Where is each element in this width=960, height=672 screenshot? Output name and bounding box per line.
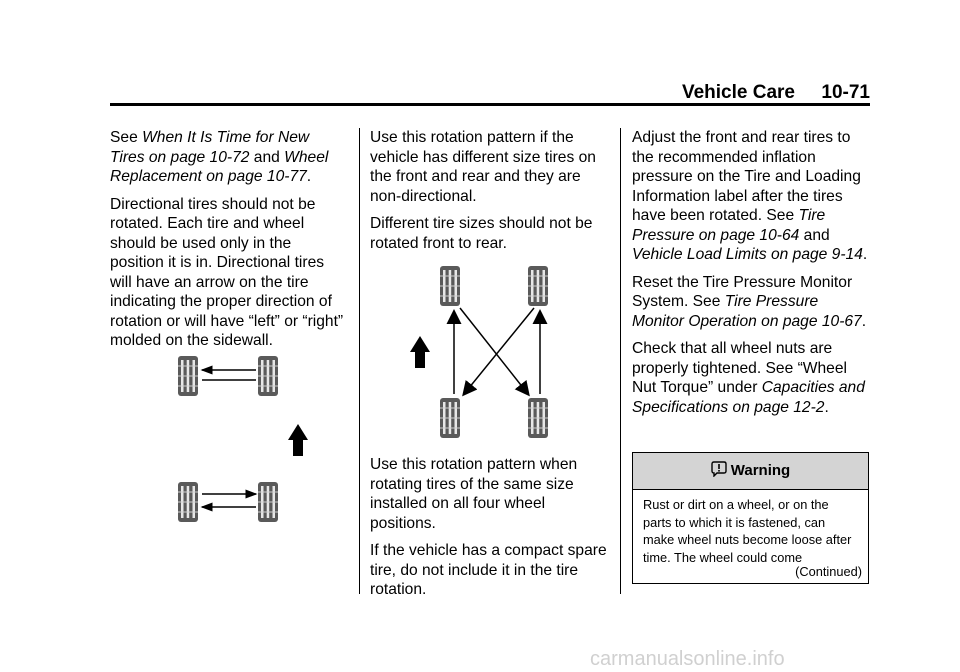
column-1 (110, 128, 348, 359)
paragraph-see-tires: See When It Is Time for New Tires on page 10-72 and Wheel Replacement on page 10-77. (110, 129, 329, 185)
paragraph-directional-tires: Directional tires should not be rotated. Each tire and wheel should be used only in the position it is in. Directional tires will have an arrow on the tire indicating the proper direction of rotation or will have “left” or “right” molded on the sidewall. (110, 195, 344, 349)
column-divider-2 (620, 128, 621, 594)
cross-rotation-diagram (402, 260, 562, 444)
tire-icon (258, 482, 278, 522)
tire-icon (258, 356, 278, 396)
link-new-tires[interactable]: When It Is Time for New Tires on page 10-72 (110, 129, 310, 166)
direction-arrow-icon (288, 424, 308, 456)
warning-box (632, 452, 869, 584)
paragraph-front-rear: Different tire sizes should not be rotated front to rear. (370, 215, 593, 252)
link-tire-pressure[interactable]: Tire Pressure on page 10-64 (632, 207, 826, 244)
paragraph-same-size: Use this rotation pattern when rotating tires of the same size installed on all four wheel positions. (370, 456, 578, 532)
link-vehicle-load-limits[interactable]: Vehicle Load Limits on page 9-14 (632, 246, 863, 263)
paragraph-wheel-nuts: Check that all wheel nuts are properly tightened. See “Wheel Nut Torque” under Capacities and Specifications on page 12-2. (632, 340, 865, 416)
warning-title: Warning (730, 462, 791, 479)
link-tpms-operation[interactable]: Tire Pressure Monitor Operation on page 10-67 (632, 293, 862, 330)
tire-icon (440, 398, 460, 438)
warning-header (633, 453, 868, 490)
link-wheel-replacement[interactable]: Wheel Replacement on page 10-77 (110, 148, 329, 185)
tire-icon (528, 266, 548, 306)
paragraph-compact-spare: If the vehicle has a compact spare tire, do not include it in the tire rotation. (370, 542, 607, 598)
tire-icon (178, 356, 198, 396)
tire-icon (528, 398, 548, 438)
paragraph-different-size: Use this rotation pattern if the vehicle has different size tires on the front and rear and they are non-directional. (370, 129, 596, 205)
front-rear-rotation-diagram (170, 352, 320, 530)
watermark: carmanualsonline.info (590, 648, 785, 670)
column-divider-1 (359, 128, 360, 594)
warning-text: Rust or dirt on a wheel, or on the parts to which it is fastened, can make wheel nuts become loose after time. The wheel could come (643, 497, 852, 565)
continued-label: (Continued) (795, 564, 862, 579)
arrow-icon (464, 308, 534, 394)
header-page-number: 10-71 (821, 82, 870, 103)
column-3 (632, 128, 870, 425)
direction-arrow-icon (410, 336, 430, 368)
paragraph-adjust-pressure: Adjust the front and rear tires to the recommended inflation pressure on the Tire and Loading Information label after the tires have been rotated. See Tire Pressure on page 10-64 and Vehicle Load Limits on page 9-14. (632, 129, 868, 263)
tire-icon (440, 266, 460, 306)
page-header (110, 82, 870, 102)
header-title (682, 82, 870, 104)
paragraph-reset-tpms: Reset the Tire Pressure Monitor System. See Tire Pressure Monitor Operation on page 10-67. (632, 273, 867, 330)
header-rule (110, 103, 870, 106)
warning-icon (711, 461, 727, 477)
header-section: Vehicle Care (681, 82, 795, 103)
tire-icon (178, 482, 198, 522)
arrow-icon (460, 308, 528, 394)
link-capacities[interactable]: Capacities and Specifications on page 12-2 (632, 379, 865, 416)
